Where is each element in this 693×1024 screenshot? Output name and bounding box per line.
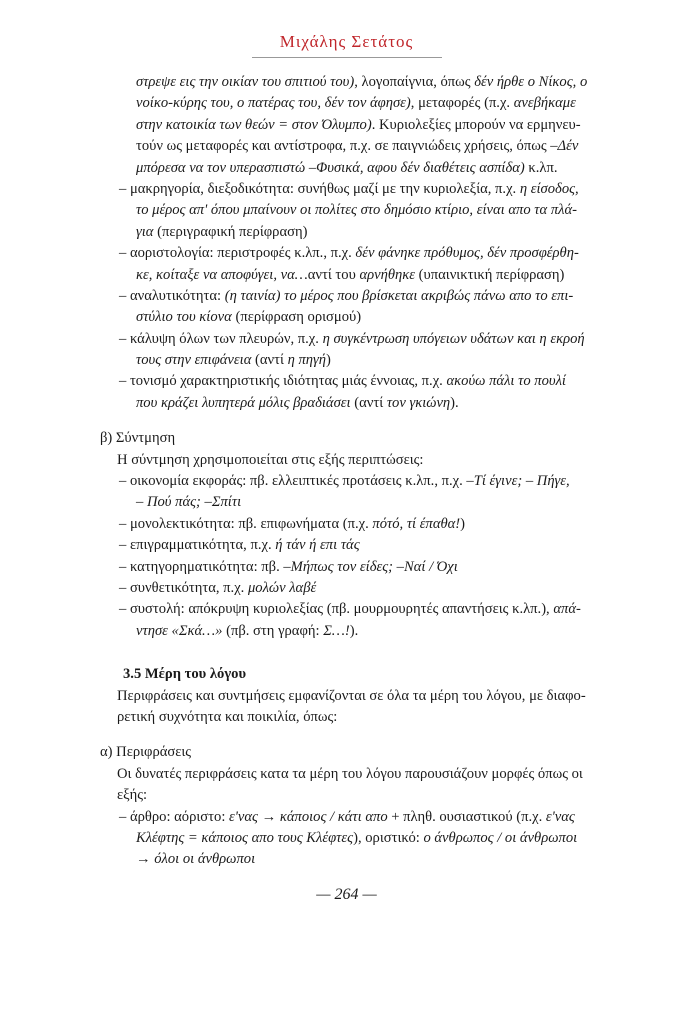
page-number: — 264 — [316, 886, 377, 903]
subsection-label [100, 742, 655, 763]
text-span: (αντί [350, 394, 387, 411]
italic-text: η πηγή [287, 352, 327, 369]
text-span: ) [326, 352, 331, 369]
text-line [117, 307, 655, 328]
italic-text: – Πού πάς; –Σπίτι [136, 494, 242, 511]
text-line [117, 136, 655, 157]
text-line [117, 471, 655, 492]
italic-text: Κλέφτης = κάποιος απο τους Κλέφτες [136, 829, 354, 846]
text-line [117, 350, 655, 371]
text-line [117, 115, 655, 136]
text-line [117, 599, 655, 620]
text-line [117, 785, 655, 806]
text-line [117, 578, 655, 599]
italic-text: ακούω πάλι το πουλί [446, 373, 566, 390]
text-span: ). [349, 622, 359, 639]
italic-text: για [136, 223, 154, 240]
subsection-label [100, 428, 655, 449]
running-header: Μιχάλης Σετάτος [279, 32, 414, 51]
italic-text: δέν ήρθε ο Νίκος, ο [474, 74, 588, 90]
text-span: Οι δυνατές περιφράσεις κατα τα μέρη του λόγου παρουσιάζουν μορφές όπως οι [117, 765, 583, 782]
text-span: Περιφράσεις και συντμήσεις εμφανίζονται σε όλα τα μέρη του λόγου, με διαφο- [117, 687, 586, 704]
italic-text: (η ταινία) το μέρος που βρίσκεται ακριβώς πάνω απο το επι- [224, 287, 574, 304]
text-line [117, 807, 655, 828]
italic-text: τον γκιώνη [386, 394, 451, 411]
text-span: – συστολή: απόκρυψη κυριολεξίας (πβ. μουρμουρητές απαντήσεις κ.λπ.), [119, 601, 554, 618]
italic-text: ντησε «Σκά…» [136, 622, 223, 639]
text-line [117, 371, 655, 392]
text-line [117, 828, 655, 849]
italic-text: απά- [553, 601, 581, 618]
text-line [117, 243, 655, 264]
italic-text: –Τί έγινε; – Πήγε, [466, 473, 570, 490]
text-line [117, 72, 655, 93]
text-span: – συνθετικότητα, π.χ. [119, 579, 248, 596]
text-span: α) Περιφράσεις [100, 744, 192, 761]
text-span: – μακρηγορία, διεξοδικότητα: συνήθως μαζί με την κυριολεξία, π.χ. [119, 180, 520, 197]
italic-text: που κράζει λυπητερά μόλις βραδιάσει [136, 394, 351, 411]
text-span: τούν ως μεταφορές και αντίστροφα, π.χ. σε παιγνιώδεις χρήσεις, όπως [136, 138, 551, 155]
text-span: – κάλυψη όλων των πλευρών, π.χ. [119, 330, 323, 347]
italic-text: ή τάν ή επι τάς [275, 537, 360, 554]
italic-text: στύλιο του κίονα [136, 309, 232, 326]
text-span: (υπαινικτική περίφραση) [415, 266, 565, 283]
text-span: – αοριστολογία: περιστροφές κ.λπ., π.χ. [119, 245, 356, 262]
italic-text: τους στην επιφάνεια [136, 352, 252, 369]
italic-text: ανεβήκαμε [513, 95, 576, 112]
text-line [117, 222, 655, 243]
paragraph-gap [117, 642, 655, 656]
italic-text: ε'νας [545, 808, 575, 825]
italic-text: ο άνθρωπος / οι άνθρωποι [423, 829, 578, 846]
text-span: (πβ. στη γραφή: [222, 622, 324, 639]
body-text [100, 72, 655, 871]
italic-text: μπόρεσα να τον υπερασπιστώ –Φυσικά, αφου δέν διαθέτεις ασπίδα) [136, 159, 525, 176]
text-span: , μεταφορές (π.χ. [410, 95, 514, 112]
italic-text: ε'νας → κάποιος / κάτι απο [229, 808, 388, 825]
text-span: – αναλυτικότητα: [119, 287, 225, 304]
text-line [117, 535, 655, 556]
text-span: , λογοπαίγνια, όπως [354, 74, 475, 90]
italic-text: νοίκο-κύρης του, ο πατέρας του, δέν τον άφησε) [136, 95, 411, 112]
text-line [117, 158, 655, 179]
text-line [117, 286, 655, 307]
italic-text: αρνήθηκε [359, 266, 416, 283]
italic-text: –Δέν [550, 138, 579, 155]
text-span: – μονολεκτικότητα: πβ. επιφωνήματα (π.χ. [119, 515, 373, 532]
text-line [117, 492, 655, 513]
italic-text: → όλοι οι άνθρωποι [136, 851, 256, 868]
italic-text: στην κατοικία των θεών = στον Όλυμπο) [136, 116, 372, 133]
text-span: εξής: [117, 787, 148, 804]
text-span: ). [450, 394, 459, 411]
text-span: + πληθ. ουσιαστικού (π.χ. [387, 808, 546, 825]
text-line [117, 686, 655, 707]
text-span: (περίφραση ορισμού) [231, 309, 362, 326]
paragraph-gap [117, 728, 655, 742]
text-line [117, 621, 655, 642]
text-line [117, 764, 655, 785]
text-line [117, 265, 655, 286]
italic-text: κε, κοίταξε να αποφύγει, να… [136, 266, 308, 283]
text-span: . Κυριολεξίες μπορούν να ερμηνευ- [371, 116, 581, 133]
italic-text: μολών λαβέ [247, 579, 317, 596]
italic-text: η συγκέντρωση υπόγειων υδάτων και η εκροή [322, 330, 585, 347]
text-line [117, 93, 655, 114]
italic-text: –Μήπως τον είδες; –Ναί / Όχι [283, 558, 458, 575]
text-span: – κατηγορηματικότητα: πβ. [119, 558, 284, 575]
italic-text: πότό, τί έπαθα! [372, 515, 461, 532]
text-line [117, 849, 655, 870]
text-span: ), οριστικό: [353, 829, 424, 846]
paragraph-gap [117, 656, 655, 664]
bold-text: 3.5 Μέρη του λόγου [123, 666, 247, 683]
section-heading [117, 664, 655, 685]
text-line [117, 450, 655, 471]
italic-text: δέν φάνηκε πρόθυμος, δέν προσφέρθη- [355, 245, 579, 262]
paragraph-gap [117, 414, 655, 428]
text-span: (περιγραφική περίφραση) [153, 223, 308, 240]
header-rule [252, 57, 442, 58]
text-line [117, 557, 655, 578]
text-span: κ.λπ. [524, 159, 558, 176]
text-line [117, 179, 655, 200]
text-span: – οικονομία εκφοράς: πβ. ελλειπτικές προτάσεις κ.λπ., π.χ. [119, 473, 467, 490]
text-line [117, 329, 655, 350]
text-span: – επιγραμματικότητα, π.χ. [119, 537, 276, 554]
text-span: αντί του [307, 266, 360, 283]
text-span: (αντί [251, 352, 288, 369]
text-span: Η σύντμηση χρησιμοποιείται στις εξής περιπτώσεις: [117, 451, 424, 468]
italic-text: η είσοδος, [519, 180, 579, 197]
text-line [117, 200, 655, 221]
italic-text: Σ…! [323, 622, 350, 639]
text-line [117, 514, 655, 535]
text-line [117, 393, 655, 414]
text-line [117, 707, 655, 728]
italic-text: στρεψε εις την οικίαν του σπιτιού του) [136, 74, 355, 90]
text-span: – τονισμό χαρακτηριστικής ιδιότητας μιάς έννοιας, π.χ. [119, 373, 447, 390]
text-span: β) Σύντμηση [100, 430, 176, 447]
text-span: ) [460, 515, 466, 532]
italic-text: το μέρος απ' όπου μπαίνουν οι πολίτες στο δημόσιο κτίριο, είναι απο τα πλά- [136, 202, 577, 219]
text-span: ρετική συχνότητα και ποικιλία, όπως: [117, 708, 338, 725]
text-span: – άρθρο: αόριστο: [119, 808, 230, 825]
